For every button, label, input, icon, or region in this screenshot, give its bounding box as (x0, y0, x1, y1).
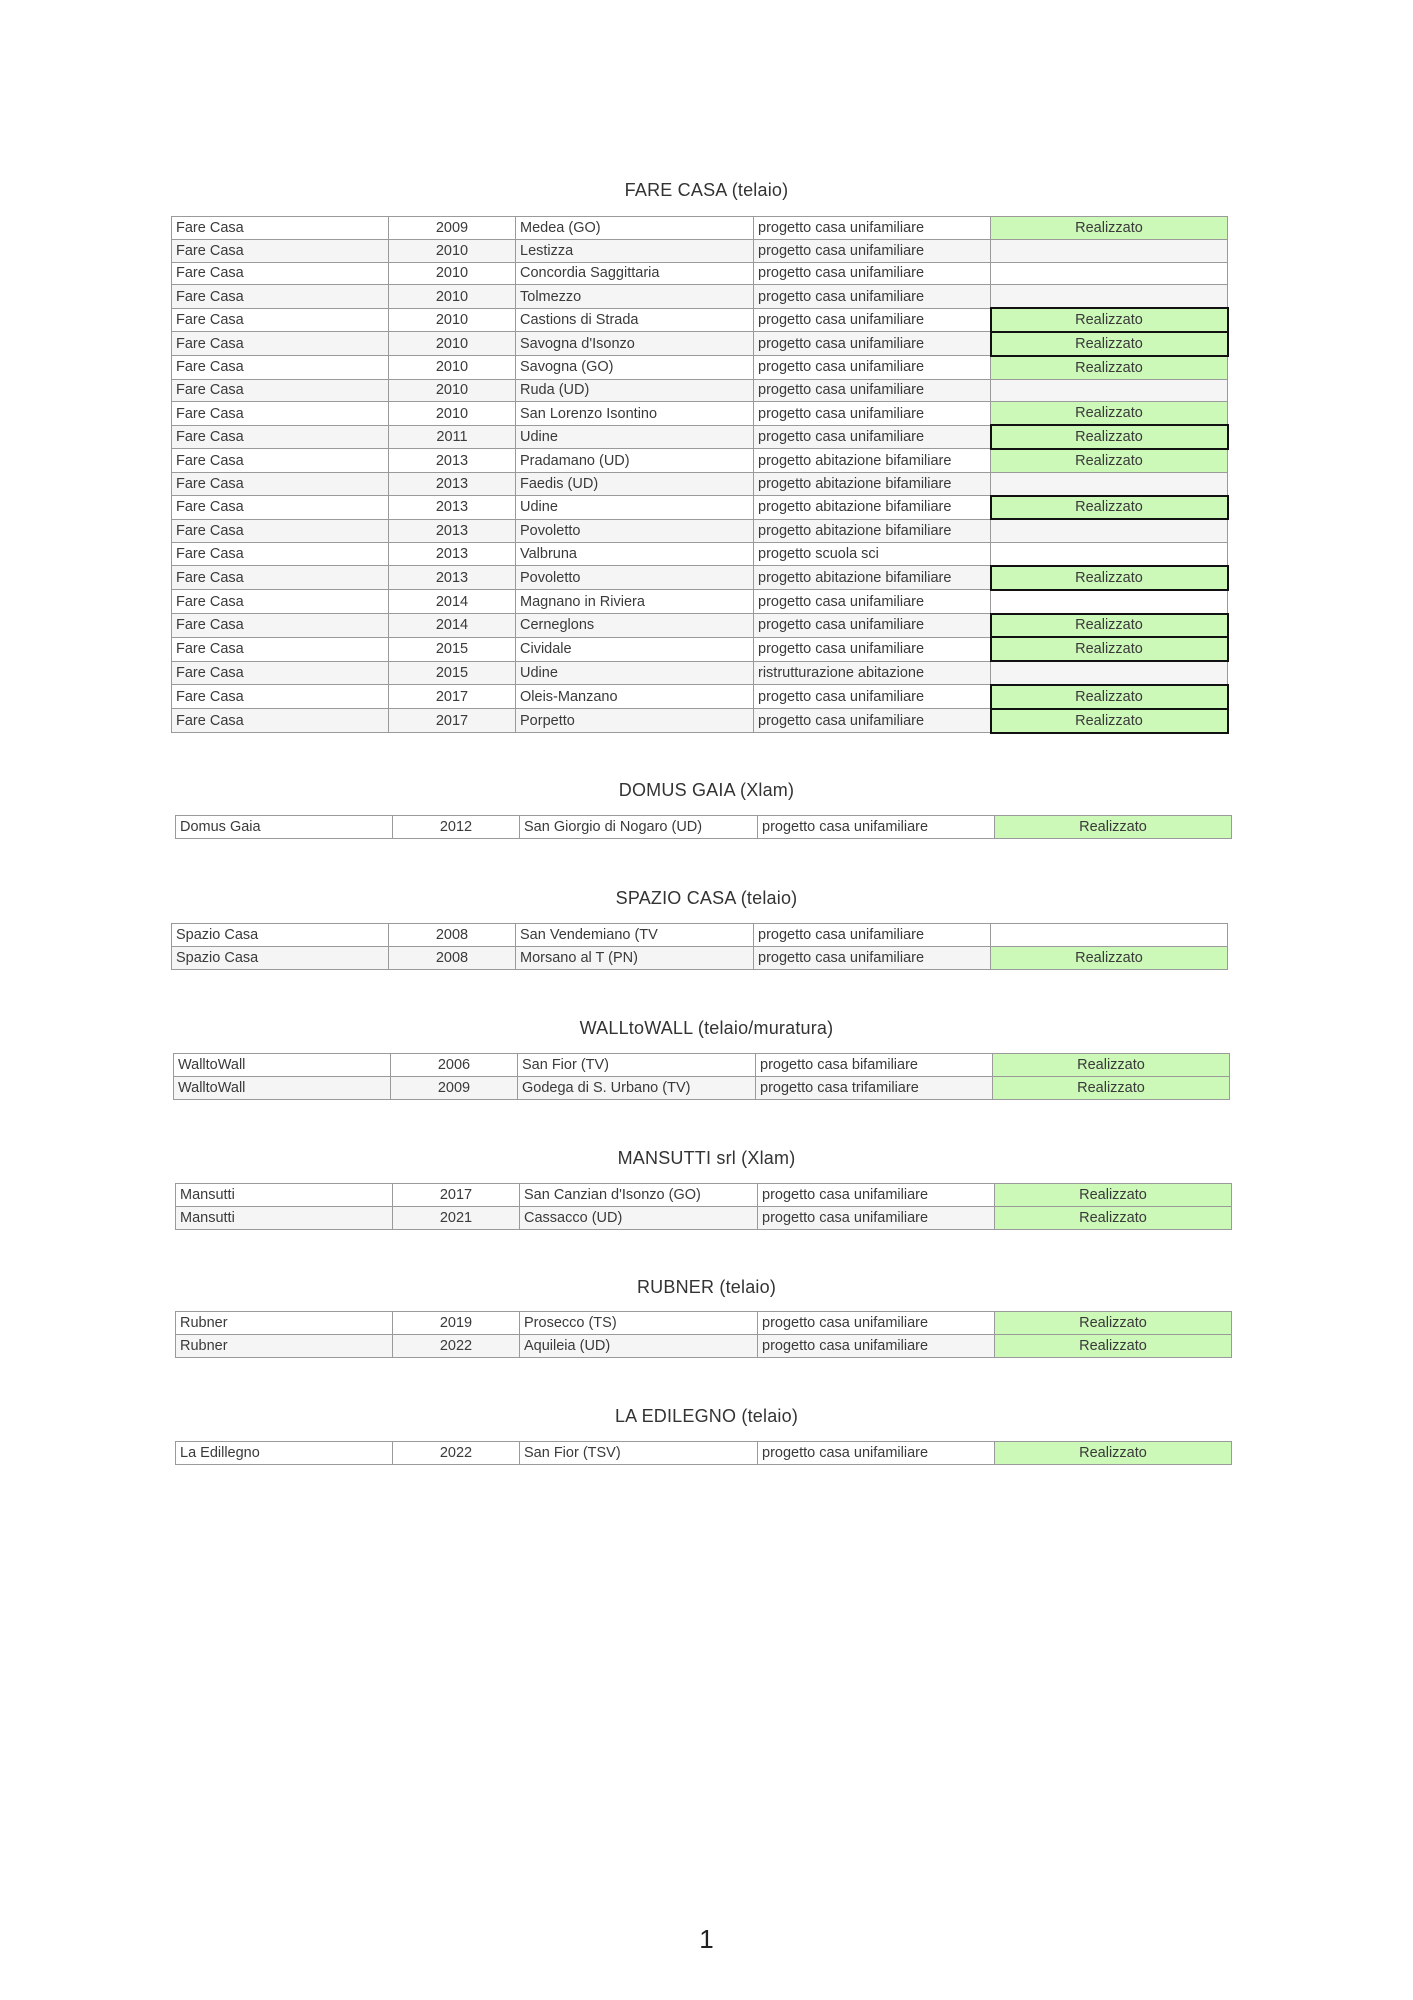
status-cell: Realizzato (995, 1334, 1232, 1357)
section-title: LA EDILEGNO (telaio) (614, 1406, 799, 1426)
company-cell: Rubner (176, 1334, 393, 1357)
project-cell: progetto casa unifamiliare (758, 1206, 995, 1229)
company-cell: Fare Casa (172, 379, 389, 402)
section-title: WALLtoWALL (telaio/muratura) (579, 1018, 834, 1038)
status-cell (991, 924, 1228, 947)
place-cell: Concordia Saggittaria (516, 262, 754, 285)
project-cell: progetto abitazione bifamiliare (754, 449, 991, 472)
status-cell: Realizzato (991, 402, 1228, 425)
year-cell: 2008 (389, 946, 516, 969)
status-cell (991, 543, 1228, 566)
table-row (172, 379, 1228, 402)
company-cell: Fare Casa (172, 449, 389, 472)
company-cell: Mansutti (176, 1184, 393, 1207)
project-cell: progetto abitazione bifamiliare (754, 566, 991, 590)
status-cell: Realizzato (991, 614, 1228, 638)
project-cell: progetto casa unifamiliare (754, 425, 991, 449)
company-cell: Spazio Casa (172, 946, 389, 969)
table-row (172, 496, 1228, 520)
place-cell: Cassacco (UD) (520, 1206, 758, 1229)
project-cell: ristrutturazione abitazione (754, 661, 991, 685)
table-row (172, 946, 1228, 969)
place-cell: Lestizza (516, 239, 754, 262)
company-cell: Fare Casa (172, 543, 389, 566)
project-cell: progetto casa unifamiliare (754, 262, 991, 285)
project-cell: progetto casa unifamiliare (754, 217, 991, 240)
table-row (172, 262, 1228, 285)
year-cell: 2014 (389, 590, 516, 614)
table-row (172, 543, 1228, 566)
company-cell: Fare Casa (172, 217, 389, 240)
year-cell: 2010 (389, 262, 516, 285)
table-row (172, 285, 1228, 308)
year-cell: 2017 (389, 685, 516, 709)
table-row (172, 709, 1228, 733)
company-cell: Fare Casa (172, 285, 389, 308)
project-cell: progetto casa unifamiliare (758, 1312, 995, 1335)
company-cell: Fare Casa (172, 709, 389, 733)
table-row (172, 425, 1228, 449)
table-row (176, 1206, 1232, 1229)
table-row (174, 1076, 1230, 1099)
company-cell: Fare Casa (172, 356, 389, 379)
place-cell: Castions di Strada (516, 308, 754, 332)
place-cell: Povoletto (516, 519, 754, 542)
place-cell: Udine (516, 425, 754, 449)
project-cell: progetto casa bifamiliare (756, 1054, 993, 1077)
section-title: DOMUS GAIA (Xlam) (618, 780, 795, 800)
page-number: 1 (699, 1924, 714, 1954)
project-cell: progetto casa unifamiliare (754, 379, 991, 402)
company-cell: Fare Casa (172, 685, 389, 709)
year-cell: 2017 (393, 1184, 520, 1207)
status-cell: Realizzato (991, 356, 1228, 379)
status-cell: Realizzato (991, 566, 1228, 590)
place-cell: San Vendemiano (TV (516, 924, 754, 947)
project-cell: progetto casa unifamiliare (754, 946, 991, 969)
projects-table (175, 815, 1232, 839)
place-cell: Porpetto (516, 709, 754, 733)
year-cell: 2013 (389, 449, 516, 472)
table-row (172, 239, 1228, 262)
status-cell (991, 661, 1228, 685)
company-cell: Mansutti (176, 1206, 393, 1229)
project-cell: progetto casa unifamiliare (754, 285, 991, 308)
table-row (172, 472, 1228, 495)
year-cell: 2010 (389, 239, 516, 262)
status-cell: Realizzato (991, 709, 1228, 733)
company-cell: Fare Casa (172, 239, 389, 262)
year-cell: 2010 (389, 308, 516, 332)
place-cell: Godega di S. Urbano (TV) (518, 1076, 756, 1099)
year-cell: 2012 (393, 816, 520, 839)
company-cell: Rubner (176, 1312, 393, 1335)
status-cell: Realizzato (991, 425, 1228, 449)
projects-table (175, 1311, 1232, 1358)
table-row (172, 356, 1228, 379)
company-cell: WalltoWall (174, 1054, 391, 1077)
place-cell: Udine (516, 661, 754, 685)
place-cell: Pradamano (UD) (516, 449, 754, 472)
year-cell: 2022 (393, 1442, 520, 1465)
status-cell (991, 519, 1228, 542)
projects-table (175, 1441, 1232, 1465)
status-cell: Realizzato (991, 685, 1228, 709)
status-cell: Realizzato (991, 308, 1228, 332)
year-cell: 2021 (393, 1206, 520, 1229)
table-row (176, 816, 1232, 839)
project-cell: progetto casa unifamiliare (754, 709, 991, 733)
project-cell: progetto casa unifamiliare (758, 1184, 995, 1207)
place-cell: Udine (516, 496, 754, 520)
place-cell: Morsano al T (PN) (516, 946, 754, 969)
table-row (172, 402, 1228, 425)
status-cell (991, 239, 1228, 262)
place-cell: Savogna d'Isonzo (516, 332, 754, 356)
project-cell: progetto casa unifamiliare (754, 637, 991, 661)
company-cell: Fare Casa (172, 308, 389, 332)
project-cell: progetto casa unifamiliare (754, 332, 991, 356)
year-cell: 2009 (391, 1076, 518, 1099)
table-row (172, 449, 1228, 472)
place-cell: Medea (GO) (516, 217, 754, 240)
table-row (174, 1054, 1230, 1077)
company-cell: Fare Casa (172, 496, 389, 520)
project-cell: progetto casa unifamiliare (754, 590, 991, 614)
status-cell: Realizzato (993, 1054, 1230, 1077)
status-cell: Realizzato (991, 946, 1228, 969)
place-cell: San Lorenzo Isontino (516, 402, 754, 425)
company-cell: Fare Casa (172, 566, 389, 590)
status-cell: Realizzato (991, 496, 1228, 520)
place-cell: San Fior (TSV) (520, 1442, 758, 1465)
place-cell: San Fior (TV) (518, 1054, 756, 1077)
place-cell: Tolmezzo (516, 285, 754, 308)
place-cell: Magnano in Riviera (516, 590, 754, 614)
year-cell: 2009 (389, 217, 516, 240)
project-cell: progetto casa unifamiliare (754, 685, 991, 709)
year-cell: 2015 (389, 637, 516, 661)
company-cell: Fare Casa (172, 425, 389, 449)
place-cell: Ruda (UD) (516, 379, 754, 402)
place-cell: Faedis (UD) (516, 472, 754, 495)
projects-table (171, 216, 1229, 734)
section-title: MANSUTTI srl (Xlam) (617, 1148, 796, 1168)
company-cell: Fare Casa (172, 402, 389, 425)
year-cell: 2010 (389, 402, 516, 425)
place-cell: Povoletto (516, 566, 754, 590)
place-cell: Oleis-Manzano (516, 685, 754, 709)
project-cell: progetto abitazione bifamiliare (754, 519, 991, 542)
section-title: SPAZIO CASA (telaio) (615, 888, 798, 908)
projects-table (173, 1053, 1230, 1100)
status-cell: Realizzato (995, 1206, 1232, 1229)
status-cell (991, 590, 1228, 614)
year-cell: 2010 (389, 332, 516, 356)
table-row (176, 1442, 1232, 1465)
project-cell: progetto casa unifamiliare (758, 1442, 995, 1465)
year-cell: 2013 (389, 519, 516, 542)
status-cell: Realizzato (995, 1184, 1232, 1207)
project-cell: progetto casa unifamiliare (754, 924, 991, 947)
company-cell: La Edillegno (176, 1442, 393, 1465)
status-cell (991, 262, 1228, 285)
year-cell: 2022 (393, 1334, 520, 1357)
year-cell: 2017 (389, 709, 516, 733)
company-cell: Spazio Casa (172, 924, 389, 947)
place-cell: Cividale (516, 637, 754, 661)
company-cell: Fare Casa (172, 661, 389, 685)
year-cell: 2013 (389, 543, 516, 566)
project-cell: progetto scuola sci (754, 543, 991, 566)
place-cell: Cerneglons (516, 614, 754, 638)
year-cell: 2010 (389, 285, 516, 308)
status-cell: Realizzato (991, 332, 1228, 356)
company-cell: Fare Casa (172, 614, 389, 638)
status-cell (991, 285, 1228, 308)
year-cell: 2008 (389, 924, 516, 947)
year-cell: 2010 (389, 356, 516, 379)
status-cell: Realizzato (995, 816, 1232, 839)
section-title: RUBNER (telaio) (636, 1277, 777, 1297)
table-row (172, 308, 1228, 332)
project-cell: progetto abitazione bifamiliare (754, 496, 991, 520)
year-cell: 2013 (389, 472, 516, 495)
status-cell: Realizzato (993, 1076, 1230, 1099)
table-row (172, 637, 1228, 661)
table-row (176, 1334, 1232, 1357)
place-cell: Aquileia (UD) (520, 1334, 758, 1357)
year-cell: 2013 (389, 566, 516, 590)
projects-table (175, 1183, 1232, 1230)
status-cell: Realizzato (995, 1442, 1232, 1465)
table-row (176, 1184, 1232, 1207)
year-cell: 2011 (389, 425, 516, 449)
company-cell: Domus Gaia (176, 816, 393, 839)
project-cell: progetto casa unifamiliare (754, 239, 991, 262)
project-cell: progetto casa unifamiliare (758, 816, 995, 839)
table-row (172, 217, 1228, 240)
project-cell: progetto casa unifamiliare (754, 308, 991, 332)
company-cell: Fare Casa (172, 262, 389, 285)
year-cell: 2006 (391, 1054, 518, 1077)
table-row (172, 566, 1228, 590)
project-cell: progetto abitazione bifamiliare (754, 472, 991, 495)
status-cell: Realizzato (991, 217, 1228, 240)
year-cell: 2015 (389, 661, 516, 685)
table-row (176, 1312, 1232, 1335)
place-cell: Savogna (GO) (516, 356, 754, 379)
year-cell: 2010 (389, 379, 516, 402)
status-cell: Realizzato (995, 1312, 1232, 1335)
company-cell: Fare Casa (172, 472, 389, 495)
company-cell: Fare Casa (172, 519, 389, 542)
table-row (172, 519, 1228, 542)
table-row (172, 661, 1228, 685)
project-cell: progetto casa unifamiliare (754, 356, 991, 379)
projects-table (171, 923, 1228, 970)
project-cell: progetto casa unifamiliare (754, 614, 991, 638)
place-cell: San Canzian d'Isonzo (GO) (520, 1184, 758, 1207)
table-row (172, 332, 1228, 356)
status-cell (991, 379, 1228, 402)
place-cell: Valbruna (516, 543, 754, 566)
year-cell: 2019 (393, 1312, 520, 1335)
project-cell: progetto casa unifamiliare (754, 402, 991, 425)
company-cell: Fare Casa (172, 637, 389, 661)
table-row (172, 614, 1228, 638)
year-cell: 2014 (389, 614, 516, 638)
table-row (172, 924, 1228, 947)
table-row (172, 590, 1228, 614)
table-row (172, 685, 1228, 709)
status-cell: Realizzato (991, 637, 1228, 661)
project-cell: progetto casa trifamiliare (756, 1076, 993, 1099)
place-cell: Prosecco (TS) (520, 1312, 758, 1335)
project-cell: progetto casa unifamiliare (758, 1334, 995, 1357)
company-cell: Fare Casa (172, 590, 389, 614)
company-cell: WalltoWall (174, 1076, 391, 1099)
place-cell: San Giorgio di Nogaro (UD) (520, 816, 758, 839)
section-title: FARE CASA (telaio) (624, 180, 789, 200)
status-cell: Realizzato (991, 449, 1228, 472)
year-cell: 2013 (389, 496, 516, 520)
status-cell (991, 472, 1228, 495)
company-cell: Fare Casa (172, 332, 389, 356)
